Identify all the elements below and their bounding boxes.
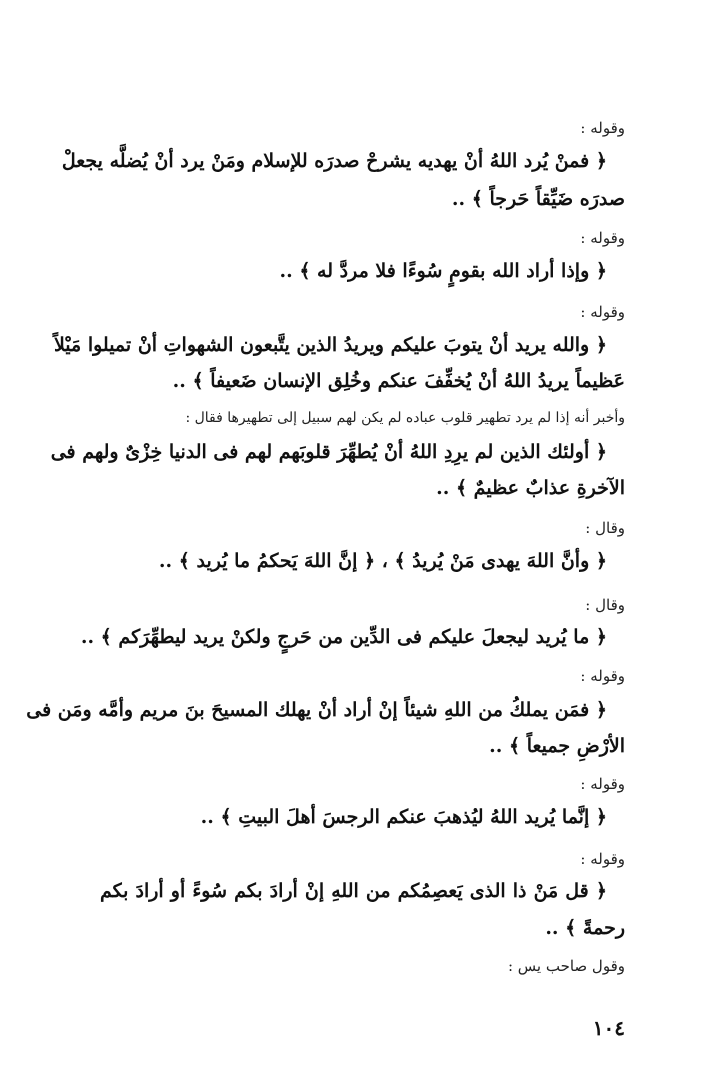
verse-line: ﴿ إنَّما يُريد اللهُ ليُذهبَ عنكم الرجسَ أهلَ البيتِ ﴾ .. (200, 806, 607, 828)
intro-label: وقوله : (580, 303, 625, 321)
verse-line: ﴿ فمنْ يُرد اللهُ أنْ يهديه يشرحْ صدرَه للإسلام ومَنْ يرد أنْ يُضلَّه يجعلْ (61, 150, 607, 172)
intro-label: وقول صاحب يس : (507, 957, 625, 975)
verse-line: صدرَه ضَيِّقاً حَرجاً ﴾ .. (451, 188, 625, 210)
verse-line: ﴿ فمَن يملكُ من اللهِ شيئاً إنْ أراد أنْ يهلك المسيحَ بنَ مريم وأمَّه ومَن فى (26, 699, 607, 721)
verse-line: ﴿ أولئك الذين لم يرِدِ اللهُ أنْ يُطهِّرَ قلوبَهم لهم فى الدنيا خِزْىٌ ولهم فى (50, 441, 607, 463)
verse-line: ﴿ والله يريد أنْ يتوبَ عليكم ويريدُ الذين يتَّبعون الشهواتِ أنْ تميلوا مَيْلاً (53, 334, 607, 356)
intro-label: وقوله : (580, 775, 625, 793)
verse-line: عَظيماً يريدُ اللهُ أنْ يُخفِّفَ عنكم وخُلِق الإنسان ضَعيفاً ﴾ .. (172, 370, 625, 392)
intro-label: وقوله : (580, 667, 625, 685)
verse-line: الآخرةِ عذابٌ عظيمٌ ﴾ .. (436, 477, 625, 499)
verse-line: ﴿ ما يُريد ليجعلَ عليكم فى الدِّين من حَرجٍ ولكنْ يريد ليطهِّرَكم ﴾ .. (80, 626, 607, 648)
verse-line: ﴿ قل مَنْ ذا الذى يَعصِمُكم من اللهِ إنْ أرادَ بكم سُوءً أو أرادَ بكم (100, 880, 607, 902)
verse-line: ﴿ وإذا أراد الله بقومٍ سُوءًا فلا مردَّ له ﴾ .. (279, 260, 607, 282)
verse-line: الأرْضِ جميعاً ﴾ .. (489, 735, 625, 757)
intro-label: وقوله : (580, 119, 625, 137)
page-number: ١٠٤ (592, 1016, 625, 1040)
commentary-line: وأخبر أنه إذا لم يرد تطهير قلوب عباده لم يكن لهم سبيل إلى تطهيرها فقال : (185, 410, 625, 426)
verse-line: رحمةً ﴾ .. (545, 917, 625, 939)
intro-label: وقوله : (580, 850, 625, 868)
intro-label: وقال : (585, 519, 625, 537)
intro-label: وقوله : (580, 229, 625, 247)
verse-line: ﴿ وأنَّ اللهَ يهدى مَنْ يُريدُ ﴾ ، ﴿ إنَّ اللهَ يَحكمُ ما يُريد ﴾ .. (158, 550, 607, 572)
intro-label: وقال : (585, 596, 625, 614)
